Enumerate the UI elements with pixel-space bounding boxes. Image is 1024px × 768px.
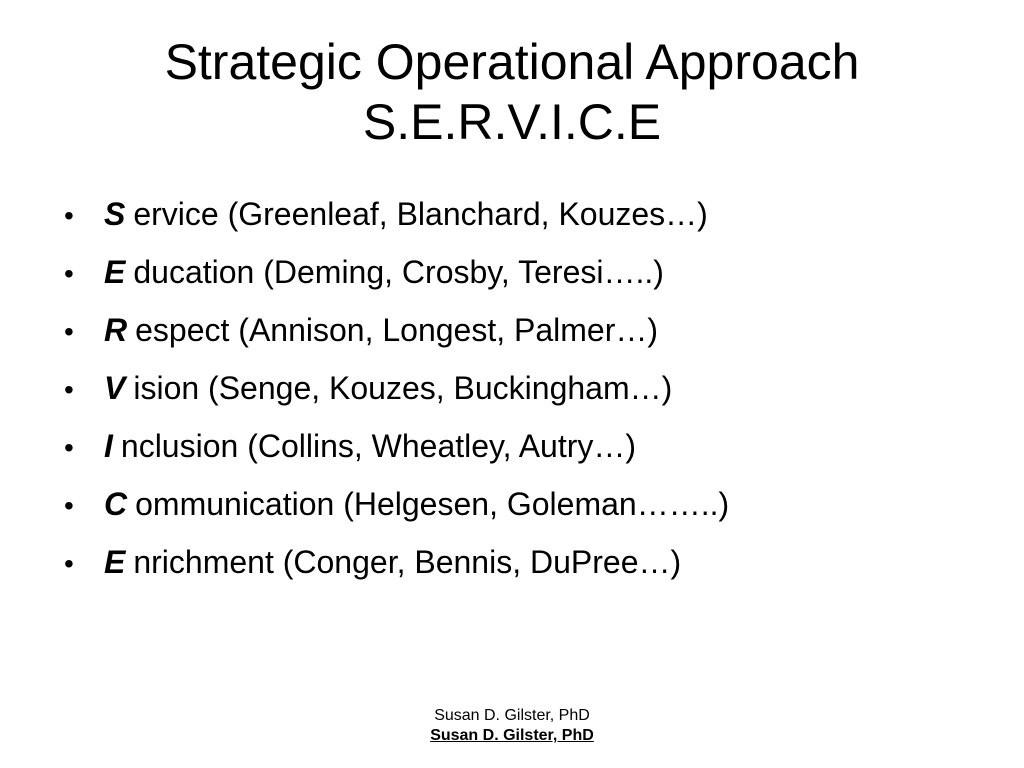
bullet-icon: • xyxy=(64,200,74,231)
footer xyxy=(0,706,1024,746)
title-line-2: S.E.R.V.I.C.E xyxy=(362,94,662,150)
slide-title xyxy=(0,32,1024,152)
footer-author-bold: Susan D. Gilster, PhD xyxy=(430,727,594,744)
list-item xyxy=(64,302,729,360)
bullet-icon: • xyxy=(64,548,74,579)
item-text: ducation (Deming, Crosby, Teresi…..) xyxy=(133,254,664,290)
bullet-list xyxy=(64,186,729,592)
list-item xyxy=(64,418,729,476)
item-text: nrichment (Conger, Bennis, DuPree…) xyxy=(133,544,682,580)
list-item xyxy=(64,534,729,592)
list-item xyxy=(64,244,729,302)
initial-letter: I xyxy=(104,428,113,464)
bullet-icon: • xyxy=(64,316,74,347)
footer-author: Susan D. Gilster, PhD xyxy=(434,707,590,724)
item-text: nclusion (Collins, Wheatley, Autry…) xyxy=(120,428,637,464)
item-text: ommunication (Helgesen, Goleman……..) xyxy=(135,486,730,522)
bullet-icon: • xyxy=(64,432,74,463)
initial-letter: V xyxy=(104,370,126,406)
initial-letter: S xyxy=(104,196,126,232)
item-text: ision (Senge, Kouzes, Buckingham…) xyxy=(133,370,673,406)
bullet-icon: • xyxy=(64,490,74,521)
list-item xyxy=(64,360,729,418)
bullet-icon: • xyxy=(64,258,74,289)
item-text: ervice (Greenleaf, Blanchard, Kouzes…) xyxy=(133,196,708,232)
initial-letter: E xyxy=(104,544,126,580)
list-item xyxy=(64,476,729,534)
item-text: espect (Annison, Longest, Palmer…) xyxy=(135,312,659,348)
initial-letter: C xyxy=(104,486,128,522)
title-line-1: Strategic Operational Approach xyxy=(164,34,860,90)
list-item xyxy=(64,186,729,244)
initial-letter: E xyxy=(104,254,126,290)
bullet-icon: • xyxy=(64,374,74,405)
initial-letter: R xyxy=(104,312,128,348)
